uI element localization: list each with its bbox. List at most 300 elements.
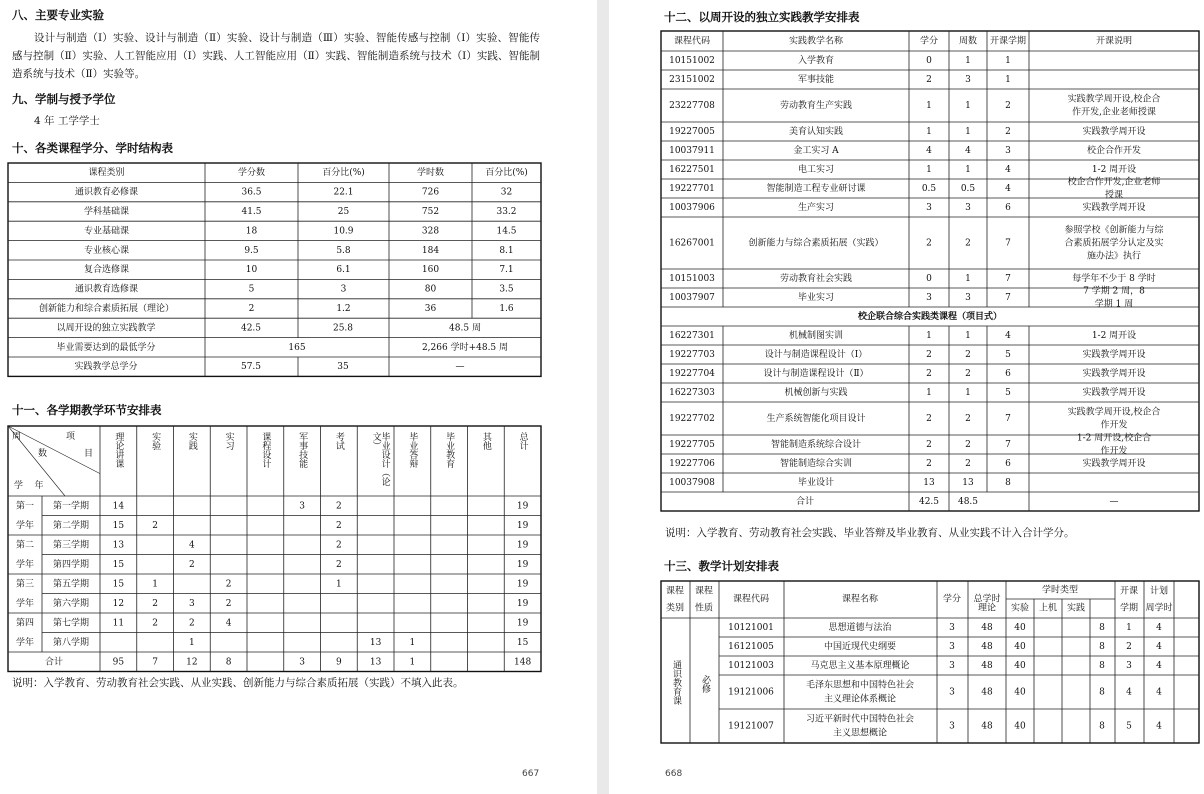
table-cell: 40 (1014, 721, 1026, 732)
table-cell: 48 (981, 642, 993, 652)
table-cell: 42.5 (918, 497, 940, 507)
table-cell: 16227303 (669, 388, 715, 398)
table-cell: 19 (516, 618, 529, 629)
table-cell: 25 (337, 207, 350, 217)
table-cell: 7 学期 2 周，8 (1083, 286, 1145, 297)
table-cell: — (1109, 497, 1119, 507)
table-cell: 1 (1126, 623, 1132, 633)
year-label: 第二 (15, 540, 35, 551)
table-cell: 2 (152, 520, 158, 531)
table-cell: 3 (965, 293, 971, 303)
table-cell: 8 (1099, 721, 1105, 732)
corner-label-left1: 周 (12, 432, 22, 442)
total-label: 合计 (795, 497, 815, 507)
column-header: 课程设计 (260, 432, 271, 468)
table-header: 学时数 (416, 168, 445, 179)
table-header: 性质 (694, 603, 714, 614)
semester-label: 第七学期 (52, 618, 90, 629)
table-cell: 22.1 (333, 187, 354, 198)
table-cell: 3 (1005, 146, 1011, 156)
table-cell: 13 (923, 478, 935, 488)
table-cell: 1 (965, 331, 971, 341)
table-header: 开课说明 (1095, 36, 1133, 47)
table-cell: 752 (421, 207, 440, 217)
teaching-plan-table (609, 0, 1204, 794)
table-cell: 13 (962, 478, 974, 488)
table-cell: 主义思想概论 (832, 728, 888, 739)
corner-label-left2: 数 (38, 449, 48, 459)
table-cell: 1 (965, 127, 971, 137)
table-cell: 实践教学周开设 (1082, 459, 1146, 469)
table-cell: 美育认知实践 (788, 127, 844, 137)
table-cell: 生产系统智能化项目设计 (766, 414, 866, 424)
table-cell: 4 (225, 618, 232, 629)
total-label: 合计 (44, 657, 64, 668)
table-header: 课程代码 (732, 594, 770, 605)
table-cell: 学期 1 周 (1094, 299, 1134, 310)
table-cell: 2 (189, 559, 195, 570)
section-11-note: 说明：入学教育、劳动教育社会实践、从业实践、创新能力与综合素质拓展（实践）不填入此表。 (12, 677, 464, 689)
table-cell: 1 (965, 274, 971, 284)
table-cell: 2 (152, 618, 158, 629)
left-page (0, 0, 597, 794)
table-header: 百分比(%) (485, 168, 528, 179)
table-cell: 作开发 (1100, 420, 1128, 431)
table-cell: 10121001 (728, 623, 774, 633)
table-cell: 19 (516, 559, 529, 570)
table-cell: 作开发,企业老师授课 (1072, 107, 1156, 118)
table-header: 开课 (1119, 586, 1139, 597)
table-cell: 2 (225, 579, 232, 590)
table-cell: 5 (1126, 721, 1132, 732)
table-cell: 实践教学周开设,校企合 (1067, 407, 1161, 418)
table-cell: 95 (112, 657, 125, 668)
table-cell: 7 (152, 657, 158, 668)
table-cell: 4 (1126, 687, 1132, 698)
table-cell: 80 (424, 284, 437, 295)
year-label: 学年 (15, 559, 35, 570)
table-cell: 2 (965, 414, 971, 424)
column-header: 其他 (480, 432, 491, 450)
table-header: 学期 (1119, 603, 1139, 614)
table-cell: 19 (516, 501, 529, 512)
table-cell: 实践教学周开设,校企合 (1067, 94, 1161, 105)
table-cell: 实践教学周开设 (1082, 203, 1146, 213)
table-cell: 2 (152, 598, 158, 609)
table-header: 实践 (1066, 603, 1086, 614)
table-header: 总学时 (973, 594, 1001, 605)
table-cell: 以周开设的独立实践教学 (56, 323, 156, 334)
table-cell: 设计与制造课程设计（Ⅰ） (764, 350, 868, 360)
section-12-note: 说明：入学教育、劳动教育社会实践、毕业答辩及毕业教育、从业实践不计入合计学分。 (665, 527, 1075, 539)
table-cell: 1 (409, 657, 416, 668)
table-cell: 8.1 (499, 245, 514, 256)
table-cell: 1 (926, 388, 932, 398)
table-cell: 23227708 (669, 101, 715, 111)
section-8-title: 八、主要专业实验 (12, 8, 104, 22)
table-cell: 1 (336, 579, 342, 590)
table-cell: 184 (421, 245, 440, 256)
table-cell: 4 (1156, 721, 1162, 732)
table-cell: 36.5 (241, 187, 262, 198)
table-cell: 33.2 (496, 207, 517, 217)
table-cell: 实践教学周开设 (1082, 388, 1146, 398)
table-cell: 授课 (1104, 190, 1124, 201)
course-nature: 必修 (700, 675, 710, 693)
table-cell: 1 (152, 579, 158, 590)
table-cell: 19227703 (669, 350, 715, 360)
table-header: 计划 (1149, 586, 1169, 597)
table-cell: 2 (926, 440, 932, 450)
table-cell: 14.5 (496, 226, 517, 237)
table-cell: 军事技能 (797, 75, 835, 85)
corner-label-top: 项 (66, 432, 76, 442)
table-header: 课程代码 (673, 36, 711, 47)
table-cell: 10037906 (669, 203, 715, 213)
table-cell: 41.5 (241, 207, 262, 217)
semester-label: 第四学期 (52, 559, 90, 570)
table-cell: 36 (424, 304, 437, 314)
table-cell: 7 (1005, 238, 1011, 249)
table-cell: 实践教学总学分 (74, 362, 138, 373)
right-page (609, 0, 1204, 794)
table-cell: 2 (965, 350, 971, 360)
table-cell: 金工实习 A (793, 146, 839, 156)
table-cell: 19 (516, 540, 529, 551)
table-cell: 1 (189, 637, 195, 648)
table-cell: 15 (516, 637, 529, 648)
table-cell: 1.6 (499, 304, 514, 314)
table-cell: — (455, 362, 465, 373)
table-cell: 3 (949, 721, 955, 732)
table-cell: 19 (516, 579, 529, 590)
table-cell: 15 (112, 520, 125, 531)
table-cell: 16121005 (728, 642, 774, 652)
table-cell: 2 (1126, 642, 1132, 652)
table-cell: 8 (225, 657, 232, 668)
table-cell: 23151002 (669, 75, 715, 85)
table-cell: 40 (1014, 642, 1026, 652)
table-cell: 48.5 (957, 497, 979, 507)
table-cell: 5.8 (336, 245, 351, 256)
table-cell: 1 (926, 101, 932, 111)
table-cell: 智能制造工程专业研讨课 (766, 184, 866, 194)
table-cell: 14 (112, 501, 125, 512)
table-cell: 2 (965, 369, 971, 379)
table-cell: 148 (514, 657, 532, 668)
table-cell: 思想道德与法治 (828, 623, 892, 633)
table-cell: 1-2 周开设 (1091, 331, 1137, 341)
table-cell: 3 (340, 284, 347, 295)
table-cell: 19 (516, 520, 529, 531)
table-cell: 165 (288, 342, 306, 353)
table-cell: 马克思主义基本原理概论 (810, 661, 910, 671)
table-cell: 2 (336, 501, 342, 512)
table-cell: 10.9 (333, 226, 354, 237)
table-cell: 48 (981, 721, 993, 732)
table-cell: 5 (1005, 350, 1011, 360)
table-cell: 机械制图实训 (788, 331, 844, 341)
table-cell: 2 (965, 238, 971, 249)
table-cell: 3.5 (499, 284, 514, 295)
table-cell: 40 (1014, 623, 1026, 633)
year-label: 第三 (15, 579, 35, 590)
table-header: 百分比(%) (322, 168, 365, 179)
table-cell: 48 (981, 687, 993, 698)
table-cell: 1 (965, 388, 971, 398)
table-cell: 4 (1005, 184, 1011, 194)
table-cell: 3 (965, 203, 971, 213)
table-cell: 48 (981, 661, 993, 671)
section-13-title: 十三、教学计划安排表 (664, 559, 779, 573)
table-cell: 15 (112, 579, 125, 590)
table-cell: 主义理论体系概论 (823, 694, 897, 705)
table-cell: 4 (1156, 661, 1162, 671)
table-cell: 电工实习 (797, 165, 835, 175)
table-cell: 实践教学周开设 (1082, 127, 1146, 137)
table-cell: 1.2 (336, 304, 351, 314)
table-cell: 0 (926, 56, 932, 66)
table-cell: 9.5 (244, 245, 259, 256)
section-9-text: 4 年 工学学士 (34, 115, 100, 127)
table-cell: 2 (336, 559, 342, 570)
course-category: 通识教育课 (671, 660, 681, 705)
table-cell: 6.1 (336, 265, 351, 276)
section-8-text: 设计与制造（Ⅰ）实验、设计与制造（Ⅱ）实验、设计与制造（Ⅲ）实验、智能传感与控制（Ⅰ）实验、智能传感与控制（Ⅱ）实验、人工智能应用（Ⅰ）实践、人工智能应用（Ⅱ）实践、智能制造系统与技术（Ⅰ）实践、智能制造系统与技术（Ⅱ）实验等。 (12, 32, 540, 80)
table-cell: 机械创新与实践 (784, 388, 848, 398)
table-header: 理论 (977, 603, 997, 614)
section-12-title: 十二、以周开设的独立实践教学安排表 (664, 10, 860, 24)
column-header: 理论讲课 (113, 432, 124, 468)
table-cell: 5 (1005, 388, 1011, 398)
table-cell: 2 (225, 598, 232, 609)
table-header: 学分 (942, 594, 962, 605)
table-cell: 劳动教育社会实践 (779, 274, 853, 284)
table-header: 学分 (919, 36, 939, 47)
table-cell: 48 (981, 623, 993, 633)
table-cell: 40 (1014, 687, 1026, 698)
table-cell: 8 (1099, 661, 1105, 671)
table-cell: 2 (248, 304, 255, 314)
table-cell: 入学教育 (797, 56, 835, 66)
table-cell: 生产实习 (797, 203, 835, 213)
table-cell: 实践教学周开设 (1082, 350, 1146, 360)
table-cell: 每学年不少于 8 学时 (1072, 274, 1156, 284)
table-cell: 2 (926, 75, 932, 85)
table-cell: 2 (965, 459, 971, 469)
table-cell: 3 (949, 642, 955, 652)
semester-label: 第一学期 (52, 501, 90, 512)
table-cell: 作开发 (1100, 446, 1128, 457)
table-cell: 7 (1005, 440, 1011, 450)
table-cell: 13 (112, 540, 125, 551)
table-cell: 12 (112, 598, 125, 609)
table-cell: 13 (369, 637, 382, 648)
table-cell: 16267001 (669, 238, 715, 249)
table-cell: 35 (337, 362, 349, 373)
column-header: 毕业教育 (444, 432, 455, 468)
table-header: 实践教学名称 (788, 36, 844, 47)
table-cell: 7 (1005, 293, 1011, 303)
table-cell: 设计与制造课程设计（Ⅱ） (763, 369, 869, 379)
table-cell: 劳动教育生产实践 (779, 101, 853, 111)
table-cell: 毕业需要达到的最低学分 (56, 342, 156, 353)
table-cell: 19227701 (669, 184, 715, 194)
table-header: 课程类别 (88, 168, 125, 179)
table-cell: 10151002 (669, 56, 715, 66)
table-cell: 4 (1005, 331, 1011, 341)
table-cell: 328 (421, 226, 440, 237)
table-cell: 42.5 (240, 323, 262, 334)
table-cell: 8 (1099, 623, 1105, 633)
table-cell: 9 (336, 657, 342, 668)
table-cell: 8 (1005, 478, 1011, 488)
column-header: 考试 (333, 432, 344, 450)
table-cell: 4 (1156, 687, 1162, 698)
table-cell: 2 (336, 520, 342, 531)
table-cell: 4 (1156, 642, 1162, 652)
table-header: 周数 (958, 36, 978, 47)
table-cell: 18 (245, 226, 258, 237)
table-cell: 毕业实习 (797, 293, 835, 303)
table-cell: 习近平新时代中国特色社会 (805, 714, 915, 725)
table-cell: 3 (965, 75, 971, 85)
table-cell: 3 (949, 623, 955, 633)
table-cell: 10037907 (669, 293, 715, 303)
year-label: 第四 (15, 618, 35, 629)
table-cell: 创新能力与综合素质拓展（实践） (748, 238, 884, 249)
table-cell: 16227301 (669, 331, 715, 341)
table-cell: 6 (1005, 459, 1011, 469)
corner-label-right: 目 (84, 449, 94, 459)
table-cell: 1 (1005, 75, 1011, 85)
table-cell: 11 (112, 618, 125, 629)
column-header: 实验 (150, 432, 161, 450)
table-cell: 2 (926, 238, 932, 249)
column-header: 实习 (223, 432, 234, 450)
year-label: 第一 (15, 501, 35, 512)
semester-label: 第六学期 (52, 598, 90, 609)
table-cell: 2,266 学时+48.5 周 (421, 342, 509, 353)
page-number: 668 (665, 769, 683, 779)
table-cell: 合素质拓展学分认定及实 (1064, 238, 1164, 249)
table-cell: 1 (965, 56, 971, 66)
table-header: 课程 (665, 586, 685, 597)
table-header: 课程 (694, 586, 714, 597)
table-cell: 57.5 (240, 362, 262, 373)
table-cell: 1 (965, 165, 971, 175)
table-cell: 1 (1005, 56, 1011, 66)
semester-label: 第二学期 (52, 520, 90, 531)
table-cell: 2 (1005, 101, 1011, 111)
column-header: 总计 (517, 432, 528, 450)
table-header: 实验 (1010, 603, 1030, 614)
table-header: 周学时 (1145, 603, 1173, 614)
group-header: 校企联合综合实践类课程（项目式） (857, 312, 1003, 322)
table-cell: 19227705 (669, 440, 715, 450)
table-cell: 7 (1005, 274, 1011, 284)
table-cell: 学科基础课 (83, 207, 130, 217)
table-cell: 校企合作开发 (1086, 146, 1142, 156)
table-cell: 19 (516, 598, 529, 609)
table-cell: 施办法》执行 (1086, 251, 1142, 262)
table-cell: 实践教学周开设 (1082, 369, 1146, 379)
table-cell: 复合选修课 (83, 265, 130, 276)
table-cell: 3 (299, 657, 305, 668)
table-cell: 3 (949, 687, 955, 698)
table-header: 开课学期 (989, 36, 1027, 47)
table-cell: 0.5 (960, 184, 976, 194)
table-cell: 3 (926, 203, 932, 213)
table-header: 课程名称 (841, 594, 879, 605)
table-cell: 1 (965, 101, 971, 111)
table-cell: 19121006 (728, 687, 774, 698)
table-cell: 10037911 (669, 146, 715, 156)
table-cell: 10037908 (669, 478, 715, 488)
table-cell: 参照学校《创新能力与综 (1064, 225, 1164, 236)
table-cell: 2 (1005, 127, 1011, 137)
table-cell: 4 (1005, 165, 1011, 175)
table-cell: 智能制造综合实训 (779, 459, 853, 469)
table-cell: 25.8 (332, 323, 354, 334)
table-cell: 4 (926, 146, 932, 156)
table-cell: 6 (1005, 369, 1011, 379)
table-cell: 5 (248, 284, 255, 295)
section-11-title: 十一、各学期教学环节安排表 (12, 403, 162, 417)
table-cell: 1 (409, 637, 416, 648)
semester-label: 第八学期 (52, 637, 90, 648)
table-cell: 4 (189, 540, 195, 551)
table-cell: 毕业设计 (797, 478, 835, 488)
year-label: 学年 (15, 520, 35, 531)
table-cell: 13 (369, 657, 382, 668)
table-cell: 毛泽东思想和中国特色社会 (805, 680, 915, 691)
table-cell: 3 (949, 661, 955, 671)
year-label: 学年 (15, 598, 35, 609)
table-cell: 10121003 (728, 661, 774, 671)
table-cell: 校企合作开发,企业老师 (1067, 177, 1161, 188)
page-number: 667 (522, 769, 540, 779)
table-cell: 19121007 (728, 721, 774, 732)
table-cell: 7.1 (499, 265, 514, 276)
table-cell: 40 (1014, 661, 1026, 671)
table-cell: 19227702 (669, 414, 715, 424)
table-cell: 智能制造系统综合设计 (770, 440, 862, 450)
corner-label-bottom: 学 年 (14, 481, 44, 491)
table-cell: 创新能力和综合素质拓展（理论） (38, 304, 175, 314)
table-cell: 8 (1099, 687, 1105, 698)
table-cell: 通识教育必修课 (74, 187, 139, 198)
table-cell: 160 (421, 265, 440, 276)
table-header: 类别 (665, 603, 685, 614)
table-cell: 4 (1156, 623, 1162, 633)
table-cell: 7 (1005, 414, 1011, 424)
table-cell: 2 (965, 440, 971, 450)
table-cell: 4 (965, 146, 971, 156)
table-cell: 3 (189, 598, 195, 609)
section-10-title: 十、各类课程学分、学时结构表 (12, 141, 173, 155)
table-cell: 3 (926, 293, 932, 303)
table-cell: 12 (186, 657, 198, 668)
table-cell: 6 (1005, 203, 1011, 213)
column-header: 军事技能 (297, 432, 308, 468)
table-cell: 2 (189, 618, 195, 629)
table-cell: 1 (926, 165, 932, 175)
table-cell: 19227005 (669, 127, 715, 137)
column-header: 毕业设计（论文） (370, 432, 390, 486)
table-cell: 8 (1099, 642, 1105, 652)
table-cell: 48.5 周 (449, 323, 481, 334)
